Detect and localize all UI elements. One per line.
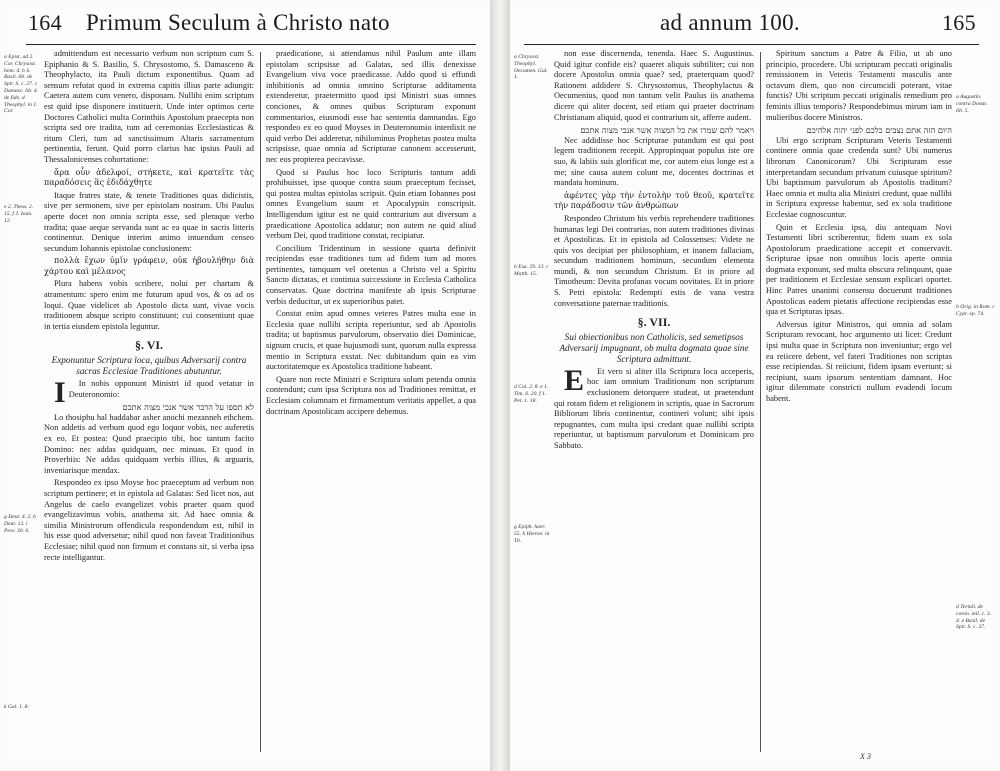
paragraph: Quod si Paulus hoc loco Scripturis tantum addi prohibuisset, ipse quoque contra suum praeceptum fecisset, qui postea multas epistolas scripsit. Quin etiam Iohannes post omnes Evangelium suum et Apocalypsin conscripsit. Intelligendum igitur est ne quid contrarium aut diversum a praedicatione Apostolica addatur; non autem ne quid aliud verbum Dei, quod traditione constat, recipiatur. bbox=[266, 167, 476, 241]
right-inner-margin-a: a Chrysost. Theophyl. Oecumen. Gal. 1. bbox=[514, 54, 548, 81]
left-running-head: Primum Seculum à Christo nato bbox=[85, 10, 390, 35]
paragraph: Ubi ergo scriptum Scripturam Veteris Testamenti continere omnia quae credenda sunt? Ubi numerus librorum Canonicorum? Ubi Scripturam esse interpretandam secundum privatum cuiusque spiritum? Ubi baptismum parvulorum ab Apostolis traditum? Haec omnia et multa alia Ministri credunt, quae nullibi in Scriptura expresse habentur, sed ex sola traditione Ecclesiae cognoscuntur. bbox=[766, 135, 952, 219]
right-column-1 bbox=[554, 49, 754, 754]
paragraph: Adversus igitur Ministros, qui omnia ad solam Scripturam revocant, hoc argumento uti licet: Credunt ipsi multa quae in Scriptura non inveniuntur; ergo vel ea reiicere debent, vel fateri Traditiones non scriptas esse recipiendas. Si reiiciunt, fidem ipsam evertunt; si recipiunt, suam ipsorum sententiam damnant. Hoc igitur dilemmate constricti nullum evadendi locum habent. bbox=[766, 319, 952, 403]
left-page-number: 164 bbox=[28, 10, 62, 35]
hebrew-quote: לא תספו על הדבר אשר אנכי מצוה אתכם bbox=[122, 402, 254, 413]
paragraph: Spiritum sanctum a Patre & Filio, ut ab uno principio, procedere. Ubi scripturam peccati originalis remissionem in Veteris Testamenti masculis ante octavum diem, quo non circumcidi poterant, vitae functis? Ubi scriptum peccati originalis remedium pro feminis illius temporis? Respondebimus mirum iam in mulieribus docere Ministros. bbox=[766, 49, 952, 122]
left-page bbox=[2, 4, 490, 766]
left-margin-notes-top: a Epist. ad 2. Cor. Chrysost. hom. 4. b S. Basil. lib. de Spir. S. c. 27. c Damasc. lib. 4. de fide. d Theophyl. in 1. Cor. bbox=[4, 54, 39, 115]
right-header-rule bbox=[524, 44, 979, 45]
right-page-number: 165 bbox=[942, 10, 976, 35]
paragraph: Plura habens vobis scribere, nolui per chartam & atramentum: spero enim me futurum apud vos, & os ad os loqui. Quae videlicet ab Apostolo dicta sunt, vivae vocis traditionem absque scripto constituunt; cui consentiunt quae in tertia eiusdem epistola leguntur. bbox=[44, 279, 254, 331]
paragraph: praedicatione, si attendamus nihil Paulum ante illam epistolam scripsisse ad Galatas, sed illis denexisse Evangelium viva voce praedicasse. Addo quod si effundi inhibitionis ad omnia omnino Scripturae additamenta extenderetur, praetermitto quod ipsi Ministri suas omnes conciones, & omnes quibus Scripturam exponunt commentarios, eiusmodi esse hac sententia damnandas. Ego respondeo ex eo quod Moyses in Deuteronomio interdixit ne quid verbo Dei adderetur, nihilominus Prophetas postea multa scripsisse, quae omnia ad Scripturae canonem accesserunt, nec eos propterea peccavisse. bbox=[266, 49, 476, 164]
right-inner-margin-d: g Epiph. haer. 55. h Hieron. in Tit. bbox=[514, 524, 550, 544]
right-page-number-wrap bbox=[942, 10, 976, 44]
paragraph: Nec addidisse hoc Scripturae putandum est qui post legem traditionem recepit. Appropinquat populus iste ore suo, & labiis suis glorificat me, cor autem eius longe est a me; sine causa autem colunt me, docentes doctrinas et mandata hominum. bbox=[554, 135, 754, 188]
paragraph: Constat enim apud omnes veteres Patres multa esse in Ecclesia quae nullibi scripta reperiuntur, sed ab Apostolis tradita; ut baptismus parvulorum, observatio diei Dominicae, signum crucis, et quae hujusmodi sunt, quorum nulla expressa mentio in Scriptura exstat. Nec dubitandum quin ea vim auctoritatemque ex Apostolica traditione habeant. bbox=[266, 309, 476, 372]
left-margin-notes-low2: k Gal. 1. 8. bbox=[4, 704, 29, 710]
paragraph: Lo thosiphu hal haddabar asher anochi mezanneh ethchem. Non addetis ad verbum quod ego loquor vobis, nec auferetis ex eo. Et postea: Quod praecipio tibi, hoc tantum facito Domino: nec addas quidquam, nec minuas. Et quod in Proverbiis: Ne addas quidquam verbis illius, & arguaris, inveniarisque mendax. bbox=[44, 412, 254, 475]
paragraph: admittendum est necessario verbum non scriptum cum S. Epiphanio & S. Basilio, S. Chrysostomo, S. Damasceno & Theophylacto, ita Pauli dictum exponentibus. Quam ad sensum refutat quod in extrema capitis illius parte adiungit: Caetera autem cum venero, disponam. Nullibi enim scriptum est quid ipse disponere instituerit. Unde inter optimos certe Doctores Catholici multa Corinthiis Apostolum praecepta non scripta sed ore tradita, tum ad ceremonias Ecclesiasticas & ritum Cleri, tum ad sanctissimum Altaris sacramentum pertinentia, ferunt. Quid porro clarius hac ipsius Pauli ad Thessalonicenses cohortatione: bbox=[44, 49, 254, 164]
section-title: Sui obiectionibus non Catholicis, sed semetipsos Adversarij impugnant, ob multa dogmata quae sine Scriptura admittunt. bbox=[559, 331, 749, 364]
right-inner-margin-b: b Esa. 29. 13. c Matth. 15. bbox=[514, 264, 549, 277]
right-page bbox=[510, 4, 998, 766]
right-page-header bbox=[660, 10, 800, 44]
section-number: §. VI. bbox=[134, 338, 164, 353]
right-outer-margin-3: d Tertull. de coron. mil. c. 3. 4. e Basil. de Spir. S. c. 27. bbox=[956, 604, 992, 631]
paragraph: Quin et Ecclesia ipsa, diu antequam Novi Testamenti libri scriberentur, fidem suam ex sola Apostolorum praedicatione accepit et conservavit. Scripturae ipsae non omnibus locis aperte omnia dogmata exponunt, sed multa obscura relinquunt, quae per traditionem et Ecclesiae sensum explicari oportet. Hinc Patres unanimi consensu docuerunt traditiones Apostolicas eadem pietatis affectione recipiendas esse qua et Scripturas ipsas. bbox=[766, 222, 952, 317]
left-column-1 bbox=[44, 49, 254, 754]
drop-initial: E bbox=[564, 363, 585, 397]
paragraph: Itaque fratres state, & tenete Traditiones quas didicistis, sive per sermonem, sive per epistolam nostram. Ubi Paulus aperte docet non omnia scripta esse, sed pleraque verbo tradita; quae aeque servanda sunt ac ea quae in sacris litteris continentur. Denique interim animo intuendum censeo secundum Iohannis epistolae conclusionem: bbox=[44, 190, 254, 253]
left-margin-notes-low: g Deut. 4. 2. h Deut. 12. i Prov. 30. 6. bbox=[4, 514, 36, 534]
signature-mark: X 3 bbox=[860, 752, 871, 761]
section-title: Exponuntur Scriptura loca, quibus Adversarij contra sacras Ecclesiae Traditiones abutuntur. bbox=[51, 355, 247, 377]
greek-quote: ἄρα οὖν ἀδελφοί, στήκετε, καὶ κρατεῖτε τὰς παραδόσεις ἃς ἐδιδάχθητε bbox=[44, 167, 254, 188]
paragraph-text: Et vero si aliter illa Scriptura loca acceperis, hoc iam omnium Traditionum non scriptarum exclusionem detorquere studeat, ut praetendunt qui rotam fidem et religionem in scriptis, quae in Sacrorum Bibliorum libris continentur, contineri volunt; sibi ipsis repugnantes, cum multa ipsi credant quae nullibi scripta reperiuntur, ut baptismum parvulorum et Dominicam pro Sabbato. bbox=[554, 366, 754, 450]
right-outer-margin-2: b Orig. in Rom. c Cypr. ep. 74. bbox=[956, 304, 995, 317]
paragraph: Quare non recte Ministri e Scriptura solum petenda omnia contendunt; cum ipsa Scriptura nos ad Traditiones remittat, et Ecclesiam columnam et firmamentum veritatis appellet, a qua doctrinam Apostolicam accipere debemus. bbox=[266, 374, 476, 416]
book-gutter bbox=[490, 0, 510, 771]
paragraph bbox=[554, 363, 754, 452]
left-page-header bbox=[28, 10, 390, 44]
right-outer-margin-1: a Augustin. contra Donat. lib. 5. bbox=[956, 94, 988, 114]
hebrew-quote: ויאמר להם שמרו את כל המצוה אשר אנכי מצוה אתכם bbox=[580, 125, 754, 136]
right-column-divider bbox=[760, 52, 761, 752]
section-number: §. VII. bbox=[637, 315, 671, 330]
paragraph: Concilium Tridentinum in sessione quarta definivit recipiendas esse traditiones tum ad fidem tum ad mores pertinentes, tamquam vel oretenus a Christo vel a Spiritu Sancto dictatas, et continua successione in Ecclesia Catholica conservatas. Quae doctrina manifeste ab ipsis Scripturae verbis deducitur, ut ex superioribus patet. bbox=[266, 243, 476, 306]
left-header-rule bbox=[26, 44, 476, 45]
paragraph: Respondeo ex ipso Moyse hoc praeceptum ad verbum non scriptum pertinere; et in epistola ad Galatas: Sed licet nos, aut Angelus de caelo evangelizet vobis praeter quam quod evangelizavimus vobis, anathema sit. Ad haec omnia & similia Ministrorum offendicula respondendum est, nihil in his esse quod adversetur; nihil quod non faveat Traditionibus Ecclesiae; nihil quod non firmum et constans sit, si verba ipsa recte intelligantur. bbox=[44, 478, 254, 562]
hebrew-quote: היום הזה אתם נצבים כלכם לפני יהוה אלהיכם bbox=[806, 125, 952, 136]
drop-initial: I bbox=[54, 376, 66, 410]
paragraph: non esse discernenda, tenenda. Haec S. Augustinus. Quid igitur confide eis? quaeret aliquis subtiliter; cui non docere Apostolus omnia quae? sed, praeterquam quod? Rationem addidere S. Chrysostomus, Theophylactus & Oecumenius, quod non tantum velit Paulus iis anathema dicere qui aliter docent, sed etiam qui praeter doctrinam Christianam aliquid, quod ei contrarium sit, afferre audent. bbox=[554, 49, 754, 122]
right-running-head: ad annum 100. bbox=[660, 10, 800, 35]
right-inner-margin-c: d Col. 2. 8. e 1. Tim. 6. 20. f 1. Pet. 1. 18. bbox=[514, 384, 549, 404]
left-column-2 bbox=[266, 49, 476, 754]
paragraph: Respondeo Christum his verbis reprehendere traditiones humanas legi Dei contrarias, non autem traditiones divinas et Apostolicas. Et in epistola ad Colossenses: Videte ne quis vos decipiat per philosophiam, et inanem fallaciam, secundum traditionem hominum, secundum elementa mundi, & non secundum Christum. Et in priore ad Timotheum: Devita profanas vocum novitates. Et in priore S. Petri epistola: Redempti estis de vana vestra conversatione paternae traditionis. bbox=[554, 213, 754, 308]
right-column-2 bbox=[766, 49, 952, 754]
left-column-divider bbox=[260, 52, 261, 752]
left-margin-notes-mid: e 2. Thess. 2. 15. f 2. Ioan. 12. bbox=[4, 204, 34, 224]
paragraph-text: In nobis opponunt Ministri id quod vetatur in Deuteronomio: bbox=[68, 379, 254, 399]
greek-quote: ἀφέντες γὰρ τὴν ἐντολὴν τοῦ θεοῦ, κρατεῖτε τὴν παράδοσιν τῶν ἀνθρώπων bbox=[554, 190, 754, 211]
greek-quote: πολλὰ ἔχων ὑμῖν γράφειν, οὐκ ἠβουλήθην διὰ χάρτου καὶ μέλανος bbox=[44, 256, 254, 276]
